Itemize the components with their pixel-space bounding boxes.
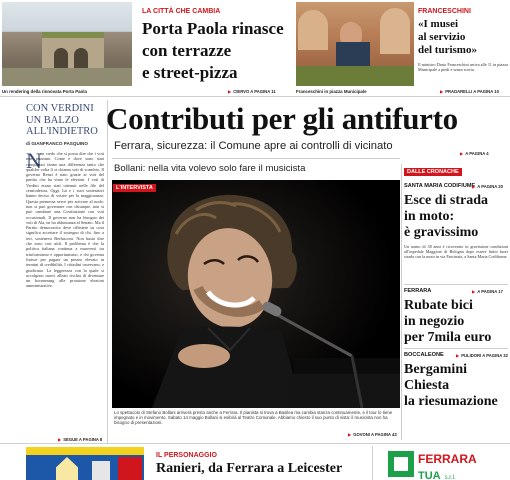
interview-page-ref[interactable]: ▶ GOVONI A PAGINA 43 xyxy=(348,432,397,437)
story2-headline-line-2: in negozio xyxy=(404,314,465,329)
story2-divider xyxy=(404,284,508,285)
story1-kicker: SANTA MARIA CODIFIUME xyxy=(404,183,476,189)
opinion-headline-line-1: CON VERDINI xyxy=(26,103,94,114)
top-left-headline-line-1: Porta Paola rinasce xyxy=(142,19,284,38)
top-right-headline[interactable] xyxy=(418,18,508,57)
story1-headline-line-2: in moto: xyxy=(404,209,455,224)
ferrara-tua-brand-1: FERRARA xyxy=(418,452,477,466)
interview-tag: L'INTERVISTA xyxy=(113,184,156,192)
opinion-page-ref[interactable]: ▶ SEGUE A PAGINA 8 xyxy=(58,437,102,442)
opinion-byline: di GIANFRANCO PASQUINO xyxy=(26,141,88,146)
bottom-headline[interactable]: Ranieri, da Ferrara a Leicester xyxy=(156,461,343,476)
story2-headline-line-3: per 7mila euro xyxy=(404,330,492,345)
interview-title[interactable]: Bollani: nella vita volevo solo fare il musicista xyxy=(114,163,306,174)
top-right-headline-line-3: del turismo» xyxy=(418,44,477,56)
left-column-divider xyxy=(107,100,108,443)
ferrara-tua-brand-suffix: s.r.l. xyxy=(444,475,456,480)
story1-headline[interactable] xyxy=(404,193,508,241)
top-right-photo-caption: Franceschini in piazza Municipale xyxy=(296,89,367,94)
opinion-headline[interactable] xyxy=(26,103,104,138)
top-right-page-ref[interactable]: ▶ PRADARELLI A PAGINA 10 xyxy=(440,89,499,94)
story3-kicker: BOCCALEONE xyxy=(404,352,444,358)
top-right-photo[interactable] xyxy=(296,2,414,86)
story3-headline-line-2: Chiesta xyxy=(404,378,450,393)
right-column-divider xyxy=(401,164,402,440)
top-left-headline-line-3: e street-pizza xyxy=(142,63,238,82)
section-tag-dalle-cronache: DALLE CRONACHE xyxy=(404,168,462,176)
story1-headline-line-3: è gravissimo xyxy=(404,225,479,240)
story3-page-ref[interactable]: ▶ PULIDORI A PAGINA 32 xyxy=(456,353,508,358)
interview-photo-caption: Lo spettacolo di Stefano Bollani arriverà presto anche a Ferrara. Il pianista si trova a Basilea ma cambia stanza continuamente, e il tour lo tiene impegnato e in movimento. Sabato 14 maggio Bollani si esibirà al Teatro Comunale. Abbiamo chiesto il suo punto di vista: il musicista non ha bisogno di presentazioni. xyxy=(114,410,393,426)
ferrara-tua-brand-2: TUA xyxy=(418,470,441,480)
top-left-photo-caption: Un rendering della rinnovata Porta Paola xyxy=(2,89,87,94)
opinion-body: on credo che si possa dire che i voti non puzzano. Come e dove sono stati conquistati fanno una differenza tanto che qualche volta li si chiama voti di scambio. Il governo Renzi è nato grazie ai voti del partito che ha vinto le elezioni. I voti di Verdini erano stati ottenuti nelle file del centrodestra. Oggi, lui e i suoi sostenitori hanno deciso di votare per la maggioranza. Questa premessa serve per arrivare al nodo: non si può governare con chiunque, non si può cambiare una Costituzione con voti occasionali. Il governo non ha bisogno dei voti di Ala, ne ha abbastanza al Senato. Ma il Partito democratico deve riflettere su cosa significa accettare il sostegno di chi, fino a ieri, sosteneva Berlusconi. Non basta dire che sono voti utili. Il problema è che la politica italiana continua a muoversi tra trasformismo e opportunismo, e chi governa finisce per pagare un prezzo elevato in termini di credibilità. I cittadini osservano, e giudicano. La leggerezza con la quale si accolgono nuovi alleati rischia di diventare un boomerang alle prossime elezioni amministrative. xyxy=(26,151,104,289)
opinion-headline-line-2: UN BALZO xyxy=(26,114,79,126)
story2-kicker: FERRARA xyxy=(404,288,432,294)
top-right-headline-line-2: al servizio xyxy=(418,31,466,43)
top-right-summary: Il ministro Dario Franceschini arriva alle 11 in piazza Municipale a piedi e senza scorta. xyxy=(418,62,508,72)
opinion-drop-cap: N xyxy=(26,148,42,173)
top-left-kicker: LA CITTÀ CHE CAMBIA xyxy=(142,8,221,15)
story1-page-ref[interactable]: ▶ A PAGINA 20 xyxy=(472,184,503,189)
main-headline[interactable]: Contributi per gli antifurto xyxy=(106,101,458,136)
top-right-kicker: FRANCESCHINI xyxy=(418,8,471,15)
top-left-page-ref[interactable]: ▶ CIERVO A PAGINA 11 xyxy=(228,89,276,94)
top-divider xyxy=(0,96,510,97)
bottom-ad-left[interactable] xyxy=(26,447,144,480)
main-divider xyxy=(112,158,400,159)
story2-headline-line-1: Rubate bici xyxy=(404,298,473,313)
ferrara-tua-ad[interactable] xyxy=(380,449,510,480)
story1-headline-line-1: Esce di strada xyxy=(404,193,488,208)
main-sub-page-ref[interactable]: ▶ A PAGINA 4 xyxy=(460,151,489,156)
story3-divider xyxy=(404,348,508,349)
story2-headline[interactable] xyxy=(404,298,508,346)
story3-headline[interactable] xyxy=(404,362,508,410)
story1-body: Un uomo di 38 anni è ricoverato in gravissime condizioni all'ospedale Maggiore di Bologna dopo essere finito fuori strada con la moto in via Fascinata, a Santa Maria Codifiume. xyxy=(404,244,508,260)
bottom-ad-divider xyxy=(372,446,373,480)
top-left-headline[interactable] xyxy=(142,18,290,84)
bollani-illustration xyxy=(112,180,400,408)
story3-headline-line-1: Bergamini xyxy=(404,362,467,377)
bottom-divider xyxy=(0,443,510,444)
top-left-photo[interactable] xyxy=(2,2,132,86)
bottom-kicker: IL PERSONAGGIO xyxy=(156,452,217,459)
interview-photo[interactable] xyxy=(112,180,400,408)
opinion-headline-line-3: ALL'INDIETRO xyxy=(26,126,98,137)
top-left-headline-line-2: con terrazze xyxy=(142,41,232,60)
story2-page-ref[interactable]: ▶ A PAGINA 17 xyxy=(472,289,503,294)
top-right-headline-line-1: «I musei xyxy=(418,18,459,30)
story3-headline-line-3: la riesumazione xyxy=(404,394,498,409)
main-subheadline[interactable]: Ferrara, sicurezza: il Comune apre ai controlli di vicinato xyxy=(114,140,393,152)
